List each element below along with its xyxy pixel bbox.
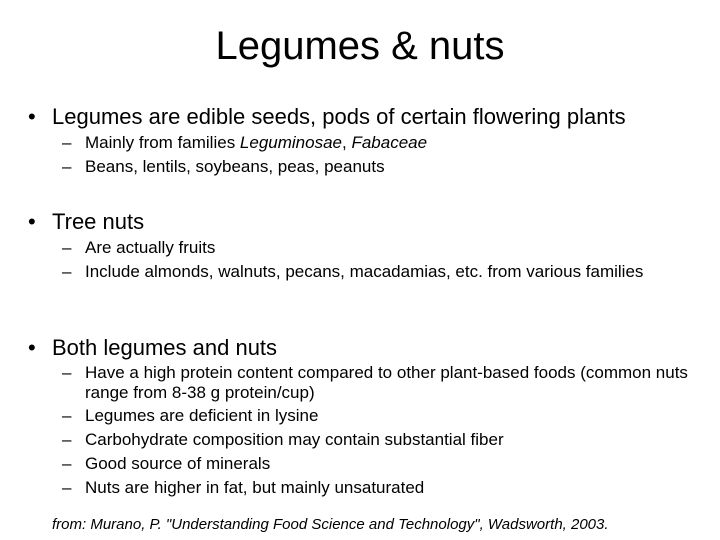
bullet-both: [28, 335, 277, 361]
sub-item-include: [62, 262, 682, 282]
sub-item-beans: [62, 157, 702, 177]
bullet-marker: •: [28, 209, 36, 234]
bullet-marker: •: [28, 104, 36, 129]
sub-item-protein: [62, 363, 692, 403]
bullet-legumes: [28, 104, 626, 130]
dash-marker: –: [62, 430, 72, 449]
bullet-text: Both legumes and nuts: [52, 335, 278, 360]
dash-marker: –: [62, 133, 72, 152]
sub-item-fat: [62, 478, 702, 498]
dash-marker: –: [62, 363, 72, 382]
dash-marker: –: [62, 157, 72, 176]
sub-item-fiber: [62, 430, 702, 450]
sub-item-lysine: [62, 406, 702, 426]
sub-text: Have a high protein content compared to other plant-based foods (common nuts range from 8-38 g protein/cup): [85, 363, 688, 402]
dash-marker: –: [62, 478, 72, 497]
bullet-text: Tree nuts: [52, 209, 145, 234]
dash-marker: –: [62, 238, 72, 257]
family-name: Fabaceae: [351, 133, 428, 152]
source-citation: from: Murano, P. "Understanding Food Science and Technology", Wadsworth, 2003.: [52, 516, 609, 533]
dash-marker: –: [62, 454, 72, 473]
sub-text: Mainly from families: [85, 133, 240, 152]
sub-text: Good source of minerals: [85, 454, 271, 473]
sub-text: Legumes are deficient in lysine: [85, 406, 319, 425]
bullet-text: Legumes are edible seeds, pods of certain flowering plants: [52, 104, 626, 129]
sub-item-fruits: [62, 238, 702, 258]
sub-text: Beans, lentils, soybeans, peas, peanuts: [85, 157, 385, 176]
sub-item-minerals: [62, 454, 702, 474]
slide-title: Legumes & nuts: [215, 24, 505, 68]
family-name: Leguminosae: [239, 133, 342, 152]
bullet-tree-nuts: [28, 209, 144, 235]
dash-marker: –: [62, 406, 72, 425]
sub-item-families: – Mainly from families Leguminosae, Fabaceae: [62, 133, 428, 152]
sub-text: Carbohydrate composition may contain substantial fiber: [85, 430, 504, 449]
sub-text: Include almonds, walnuts, pecans, macadamias, etc. from various families: [85, 262, 644, 281]
sub-text: Nuts are higher in fat, but mainly unsaturated: [85, 478, 425, 497]
sub-text: Are actually fruits: [85, 238, 216, 257]
dash-marker: –: [62, 262, 72, 281]
bullet-marker: •: [28, 335, 36, 360]
